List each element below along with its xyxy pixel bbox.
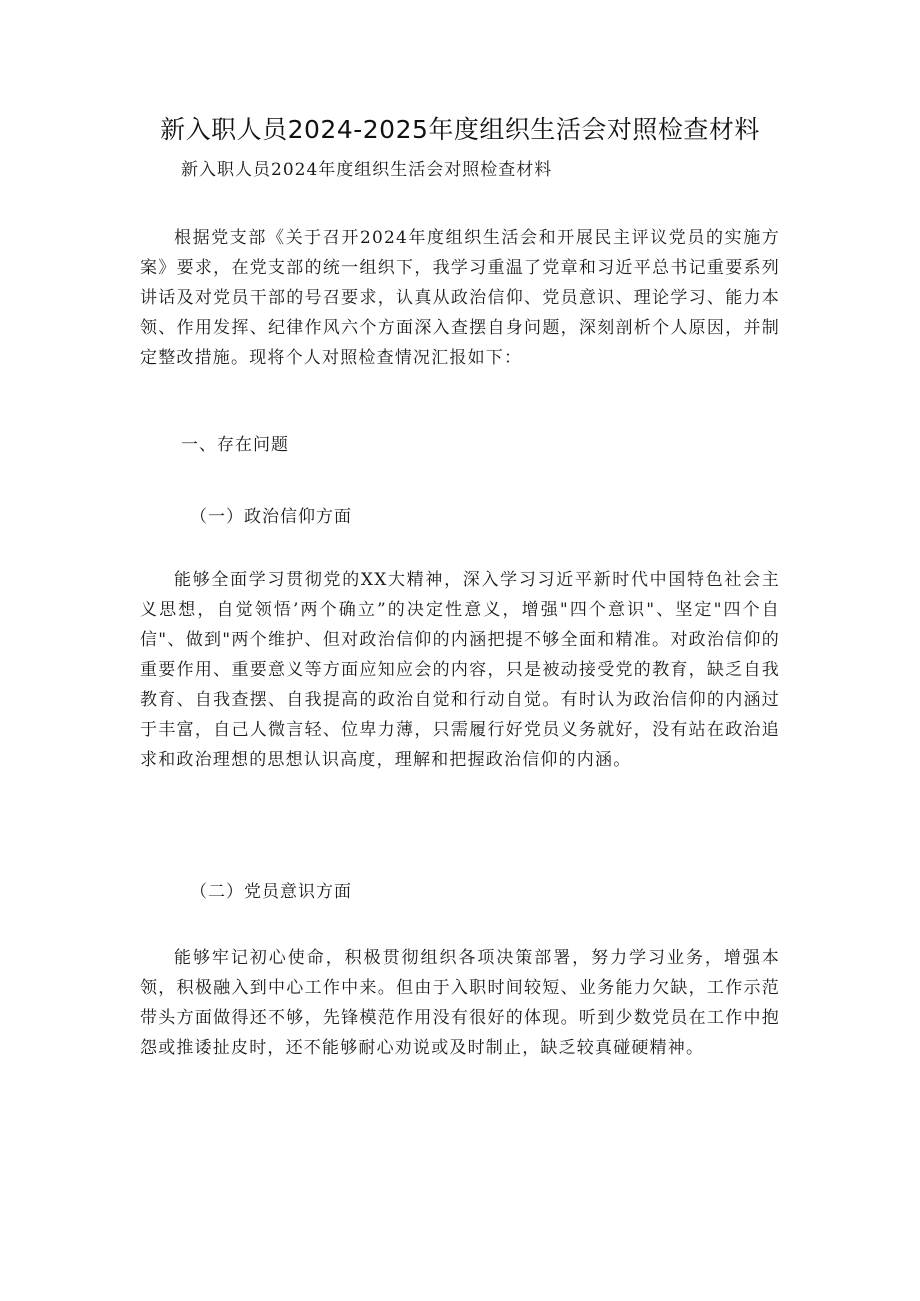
subsection-heading-party-awareness: （二）党员意识方面 [190,882,352,902]
section-heading-existing-problems: 一、存在问题 [181,435,289,455]
intro-paragraph: 根据党支部《关于召开2024年度组织生活会和开展民主评议党员的实施方案》要求，在党支部的统一组织下，我学习重温了党章和习近平总书记重要系列讲话及对党员干部的号召要求，认真从政治信仰、党员意识、理论学习、能力本领、作用发挥、纪律作风六个方面深入查摆自身问题，深刻剖析个人原因，并制定整改措施。现将个人对照检查情况汇报如下： [140,228,780,368]
document-subtitle: 新入职人员2024年度组织生活会对照检查材料 [181,160,553,180]
political-belief-paragraph: 能够全面学习贯彻党的XX大精神，深入学习习近平新时代中国特色社会主义思想，自觉领悟’两个确立”的决定性意义，增强"四个意识"、坚定"四个自信"、做到"两个维护、但对政治信仰的内涵把提不够全面和精准。对政治信仰的重要作用、重要意义等方面应知应会的内容，只是被动接受党的教育，缺乏自我教育、自我查摆、自我提高的政治自觉和行动自觉。有时认为政治信仰的内涵过于丰富，自己人微言轻、位卑力薄，只需履行好党员义务就好，没有站在政治追求和政治理想的思想认识高度，理解和把握政治信仰的内涵。 [140,570,780,770]
subsection-heading-political-belief: （一）政治信仰方面 [190,507,352,527]
party-awareness-paragraph: 能够牢记初心使命，积极贯彻组织各项决策部署，努力学习业务，增强本领，积极融入到中心工作中来。但由于入职时间较短、业务能力欠缺，工作示范带头方面做得还不够，先锋模范作用没有很好的体现。听到少数党员在工作中抱怨或推诿扯皮时，还不能够耐心劝说或及时制止，缺乏较真碰硬精神。 [140,948,780,1058]
document-title: 新入职人员2024-2025年度组织生活会对照检查材料 [160,115,760,144]
